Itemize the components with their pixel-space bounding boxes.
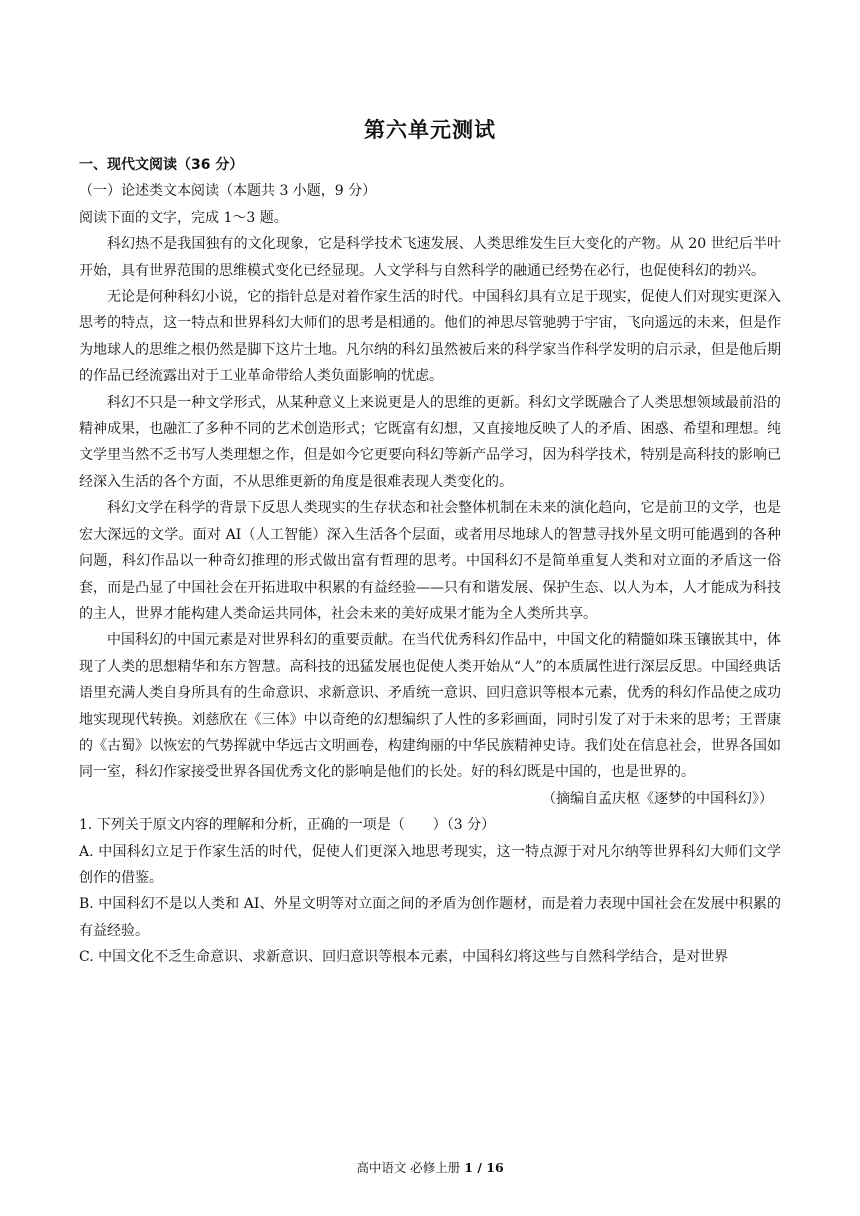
paragraph-3: 科幻不只是一种文学形式，从某种意义上来说更是人的思维的更新。科幻文学既融合了人类思想领域最前沿的精神成果，也融汇了多种不同的艺术创造形式；它既富有幻想，又直接地反映了人的矛盾、困惑、希望和理想。纯文学里当然不乏书写人类理想之作，但是如今它更要向科幻等新产品学习，因为科学技术，特别是高科技的影响已经深入生活的各个方面，不从思维更新的角度是很难表现人类变化的。 bbox=[79, 394, 781, 490]
question-1: 1. 下列关于原文内容的理解和分析，正确的一项是（ ）（3 分） bbox=[79, 817, 496, 834]
option-a: A. 中国科幻立足于作家生活的时代，促使人们更深入地思考现实，这一特点源于对凡尔纳等世界科幻大师们文学创作的借鉴。 bbox=[79, 843, 781, 886]
page-title: 第六单元测试 bbox=[364, 118, 496, 142]
paragraph-5: 中国科幻的中国元素是对世界科幻的重要贡献。在当代优秀科幻作品中，中国文化的精髓如珠玉镶嵌其中，体现了人类的思想精华和东方智慧。高科技的迅猛发展也促使人类开始从“人”的本质属性进行深层反思。中国经典话语里充满人类自身所具有的生命意识、求新意识、矛盾统一意识、回归意识等根本元素，优秀的科幻作品使之成功地实现现代转换。刘慈欣在《三体》中以奇绝的幻想编织了人性的多彩画面，同时引发了对于未来的思考；王晋康的《古蜀》以恢宏的气势挥就中华远古文明画卷，构建绚丽的中华民族精神史诗。我们处在信息社会，世界各国如同一室，科幻作家接受世界各国优秀文化的影响是他们的长处。好的科幻既是中国的，也是世界的。 bbox=[79, 632, 781, 781]
section-heading: 一、现代文阅读（36 分） bbox=[79, 157, 244, 173]
source-citation: （摘编自孟庆枢《逐梦的中国科幻》） bbox=[542, 790, 773, 807]
footer-course: 高中语文 必修上册 bbox=[356, 1160, 465, 1175]
paragraph-4: 科幻文学在科学的背景下反思人类现实的生存状态和社会整体机制在未来的演化趋向，它是前卫的文学，也是宏大深远的文学。面对 AI（人工智能）深入生活各个层面，或者用尽地球人的智慧寻找外星文明可能遇到的各种问题，科幻作品以一种奇幻推理的形式做出富有哲理的思考。中国科幻不是简单重复人类和对立面的矛盾这一俗套，而是凸显了中国社会在开拓进取中积累的有益经验——只有和谐发展、保护生态、以人为本，人才能成为科技的主人，世界才能构建人类命运共同体，社会未来的美好成果才能为全人类所共享。 bbox=[79, 500, 781, 622]
option-c: C. 中国文化不乏生命意识、求新意识、回归意识等根本元素，中国科幻将这些与自然科学结合，是对世界 bbox=[79, 949, 729, 966]
option-b: B. 中国科幻不是以人类和 AI、外星文明等对立面之间的矛盾为创作题材，而是着力表现中国社会在发展中积累的有益经验。 bbox=[79, 896, 781, 939]
document-body bbox=[79, 152, 781, 971]
page-number: 1 / 16 bbox=[464, 1160, 504, 1175]
paragraph-2: 无论是何种科幻小说，它的指针总是对着作家生活的时代。中国科幻具有立足于现实，促使人们对现实更深入思考的特点，这一特点和世界科幻大师们的思考是相通的。他们的神思尽管驰骋于宇宙，飞向遥远的未来，但是作为地球人的思维之根仍然是脚下这片土地。凡尔纳的科幻虽然被后来的科学家当作科学发明的启示录，但是他后期的作品已经流露出对于工业革命带给人类负面影响的忧虑。 bbox=[79, 289, 781, 385]
paragraph-1: 科幻热不是我国独有的文化现象，它是科学技术飞速发展、人类思维发生巨大变化的产物。从 20 世纪后半叶开始，具有世界范围的思维模式变化已经显现。人文学科与自然科学的融通已经势在必行，也促使科幻的勃兴。 bbox=[79, 236, 781, 279]
subsection-heading: （一）论述类文本阅读（本题共 3 小题，9 分） bbox=[79, 183, 377, 200]
reading-instruction: 阅读下面的文字，完成 1～3 题。 bbox=[79, 209, 288, 226]
page-footer bbox=[0, 1158, 860, 1176]
